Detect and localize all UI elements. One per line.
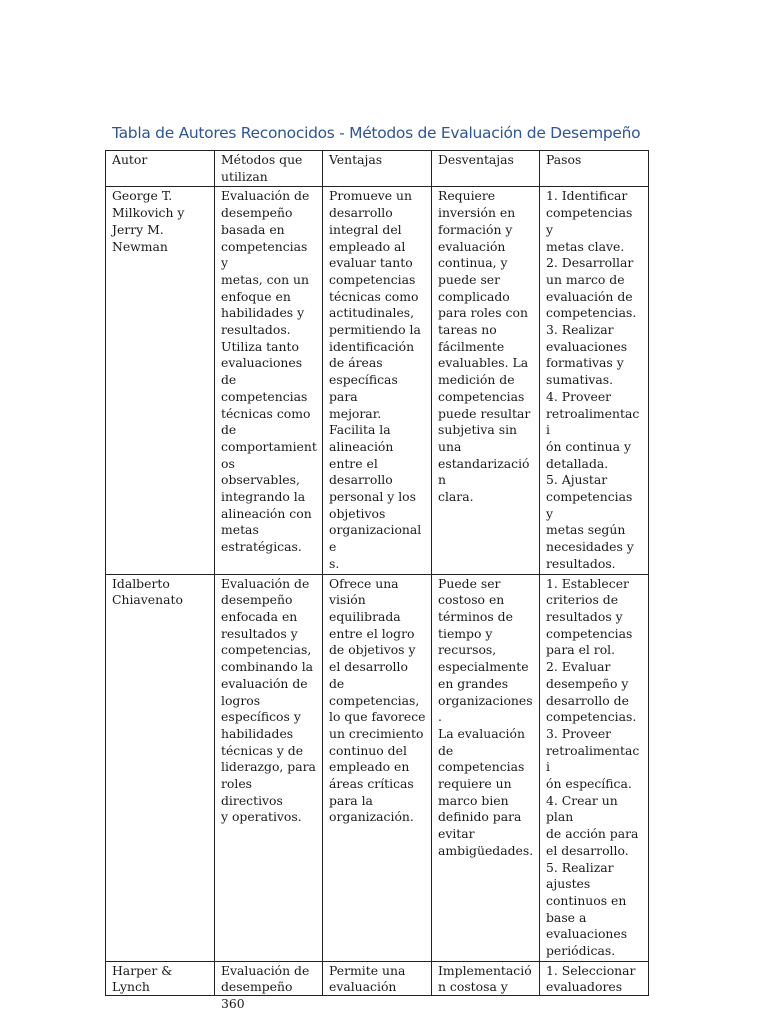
cell-pasos: 1. Establecer criterios de resultados y competencias para el rol. 2. Evaluar desempeño y desarrollo de competencias. 3. Proveer retroalimentaci ón específica. 4. Crear un plan de acción para el desarrollo. 5. Realizar ajustes continuos en base a evaluaciones periódicas.	[540, 574, 649, 961]
cell-autor	[106, 961, 215, 995]
table-row	[106, 187, 649, 574]
cell-ventajas: Ofrece una visión equilibrada entre el logro de objetivos y el desarrollo de competencias, lo que favorece un crecimiento continuo del empleado en áreas críticas para la organización.	[323, 574, 432, 961]
table-header-row	[106, 151, 649, 187]
header-metodos: Métodos que utilizan	[215, 151, 323, 187]
cell-metodos: Evaluación de desempeño basada en competencias y metas, con un enfoque en habilidades y resultados. Utiliza tanto evaluaciones de competencias técnicas como de comportamient os observables, integrando la alineación con metas estratégicas.	[215, 187, 323, 574]
cell-autor: Idalberto Chiavenato	[106, 574, 215, 961]
cell-pasos: 1. Identificar competencias y metas clave. 2. Desarrollar un marco de evaluación de competencias. 3. Realizar evaluaciones formativas y sumativas. 4. Proveer retroalimentaci ón continua y detallada. 5. Ajustar competencias y metas según necesidades y resultados.	[540, 187, 649, 574]
cell-metodos: Evaluación de desempeño enfocada en resultados y competencias, combinando la evaluación de logros específicos y habilidades técnicas y de liderazgo, para roles directivos y operativos.	[215, 574, 323, 961]
cell-autor: George T. Milkovich y Jerry M. Newman	[106, 187, 215, 574]
header-pasos: Pasos	[540, 151, 649, 187]
table-row	[106, 961, 649, 995]
cell-metodos	[215, 961, 323, 1012]
header-autor: Autor	[106, 151, 215, 187]
cell-desventajas: Puede ser costoso en términos de tiempo y recursos, especialmente en grandes organizaciones. La evaluación de competencias requiere un marco bien definido para evitar ambigüedades.	[432, 574, 540, 961]
table-row	[106, 574, 649, 961]
cell-desventajas-text: Implementació n costosa y	[438, 962, 532, 995]
cell-ventajas	[323, 961, 432, 995]
cell-ventajas-text: Permite una evaluación	[329, 962, 406, 995]
authors-evaluation-table	[105, 150, 649, 1012]
header-ventajas: Ventajas	[323, 151, 432, 187]
header-desventajas: Desventajas	[432, 151, 540, 187]
cell-autor-text: Harper & Lynch	[112, 962, 173, 995]
cell-desventajas: Requiere inversión en formación y evaluación continua, y puede ser complicado para roles con tareas no fácilmente evaluables. La medición de competencias puede resultar subjetiva sin una estandarización clara.	[432, 187, 540, 574]
cell-desventajas	[432, 961, 540, 995]
document-title: Tabla de Autores Reconocidos - Métodos de Evaluación de Desempeño	[112, 124, 641, 142]
cell-metodos-text: Evaluación de desempeño 360	[221, 962, 310, 1012]
cell-pasos	[540, 961, 649, 995]
cell-pasos-text: 1. Seleccionar evaluadores	[546, 962, 636, 995]
cell-ventajas: Promueve un desarrollo integral del empleado al evaluar tanto competencias técnicas como actitudinales, permitiendo la identificación de áreas específicas para mejorar. Facilita la alineación entre el desarrollo personal y los objetivos organizacionale s.	[323, 187, 432, 574]
